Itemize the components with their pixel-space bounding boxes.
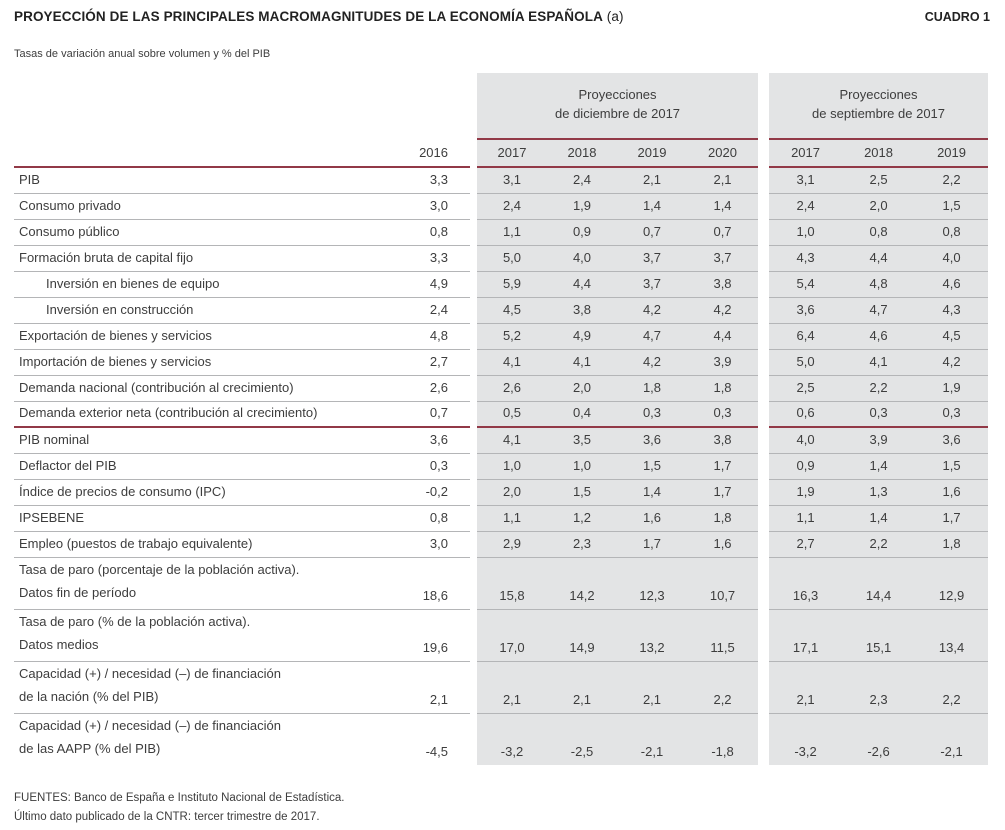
value-dec-2019: 0,3 [617,401,687,427]
value-2016: 2,1 [400,661,470,713]
value-dec-2019: 1,6 [617,505,687,531]
column-gap [470,219,477,245]
value-sep-2017: 2,5 [769,375,842,401]
value-2016: 3,0 [400,531,470,557]
row-label-line1: Empleo (puestos de trabajo equivalente) [19,535,253,551]
value-dec-2020: 11,5 [687,609,758,661]
value-2016: 0,8 [400,505,470,531]
row-label [14,375,400,401]
column-gap [758,323,769,349]
value-dec-2019: 1,5 [617,453,687,479]
row-label-line2: de la nación (% del PIB) [19,688,159,704]
value-sep-2018: -2,6 [867,743,890,759]
last-data-note: Último dato publicado de la CNTR: tercer trimestre de 2017. [14,810,320,823]
value-dec-2019: 3,7 [617,245,687,271]
value-dec-2017: 4,5 [477,297,547,323]
column-gap [470,453,477,479]
value-sep-2018: 15,1 [842,609,915,661]
value-dec-2019: 4,2 [617,349,687,375]
year-header-sep-2017: 2017 [769,139,842,167]
value-dec-2017: 0,5 [477,401,547,427]
value-sep-2018: 0,3 [842,401,915,427]
table-body [14,167,988,765]
value-sep-2019: 1,9 [915,375,988,401]
value-sep-2018: 2,2 [842,531,915,557]
value-2016: 0,3 [400,453,470,479]
value-sep-2019: 1,6 [915,479,988,505]
column-gap [758,401,769,427]
value-dec-2019: 3,6 [617,427,687,453]
value-sep-2017: 3,6 [769,297,842,323]
value-sep-2018: 4,1 [842,349,915,375]
table-row [14,349,988,375]
column-gap [470,193,477,219]
column-gap [470,479,477,505]
column-gap [758,297,769,323]
group-header-spacer [14,73,477,139]
value-2016: 2,6 [400,375,470,401]
group-header-december [477,73,758,139]
row-label [14,713,400,765]
value-dec-2020: 1,7 [687,453,758,479]
value-sep-2018: 4,6 [842,323,915,349]
group2-title-line1: Proyecciones [839,86,918,102]
row-label [14,427,400,453]
value-dec-2018: 3,5 [547,427,617,453]
value-sep-2018: 4,7 [842,297,915,323]
row-label [14,557,400,609]
value-dec-2018: 14,9 [547,609,617,661]
row-label [14,193,400,219]
group2-title-line2: de septiembre de 2017 [812,105,946,121]
value-dec-2019: 1,8 [617,375,687,401]
year-header-dec-2018: 2018 [547,139,617,167]
value-sep-2017: 5,4 [769,271,842,297]
table-row [14,297,988,323]
column-gap [758,271,769,297]
value-sep-2017: 2,4 [769,193,842,219]
row-label-line1: Importación de bienes y servicios [19,353,212,369]
row-label-line2: de las AAPP (% del PIB) [19,740,161,756]
row-label-line1: Deflactor del PIB [19,457,117,473]
value-dec-2017: 2,0 [477,479,547,505]
row-label [14,661,400,713]
value-dec-2018: 4,0 [547,245,617,271]
column-gap [470,297,477,323]
value-2016: 0,8 [400,219,470,245]
column-gap [758,193,769,219]
value-dec-2017: 17,0 [477,609,547,661]
table-row [14,505,988,531]
row-label [14,453,400,479]
value-sep-2017: 3,1 [769,167,842,193]
value-sep-2018: 2,5 [842,167,915,193]
value-sep-2019: 3,6 [915,427,988,453]
column-gap [470,401,477,427]
value-sep-2019: 12,9 [915,557,988,609]
table-subtitle: Tasas de variación anual sobre volumen y % del PIB [14,48,271,60]
value-dec-2020: 3,9 [687,349,758,375]
column-gap [470,557,477,609]
value-2016: 0,7 [400,401,470,427]
column-gap [758,661,769,713]
column-gap [758,453,769,479]
value-dec-2019: 2,1 [617,167,687,193]
value-sep-2019: 4,5 [915,323,988,349]
table-row [14,245,988,271]
macro-projections-table [14,73,988,765]
value-sep-2019: 4,3 [915,297,988,323]
value-dec-2018: 2,4 [547,167,617,193]
row-label-line1: Demanda exterior neta (contribución al crecimiento) [19,405,318,420]
column-gap [758,505,769,531]
column-gap [758,219,769,245]
column-gap [758,427,769,453]
row-label-line1: Índice de precios de consumo (IPC) [19,483,226,499]
value-sep-2017: 1,0 [769,219,842,245]
row-label-line1: Exportación de bienes y servicios [19,327,212,343]
value-sep-2019: 1,5 [915,193,988,219]
title-bar [14,9,990,24]
row-label-line2: Datos medios [19,636,99,652]
value-sep-2019: 2,2 [915,167,988,193]
table-row [14,661,988,713]
value-dec-2017: 2,4 [477,193,547,219]
value-dec-2020: 4,4 [687,323,758,349]
table-footnotes [14,789,990,827]
row-label-line1: Capacidad (+) / necesidad (–) de financiación [19,665,281,681]
value-dec-2017: 3,1 [477,167,547,193]
value-sep-2018: 1,3 [842,479,915,505]
table-row [14,713,988,765]
value-sep-2017: 6,4 [769,323,842,349]
value-dec-2018: -2,5 [570,743,594,759]
value-dec-2020: 2,1 [687,167,758,193]
value-dec-2020: 1,4 [687,193,758,219]
value-dec-2020: 0,3 [687,401,758,427]
value-sep-2017: 2,7 [769,531,842,557]
row-label-line2: Datos fin de período [19,584,137,600]
value-sep-2017: 4,3 [769,245,842,271]
value-dec-2017: 5,0 [477,245,547,271]
column-gap [758,557,769,609]
column-gap [470,609,477,661]
value-sep-2019: 0,8 [915,219,988,245]
value-2016: 2,4 [400,297,470,323]
column-gap [470,375,477,401]
value-sep-2018: 0,8 [842,219,915,245]
value-dec-2019: 4,2 [617,297,687,323]
value-sep-2019: 4,0 [915,245,988,271]
row-label [14,245,400,271]
group-header-row [14,73,988,139]
value-dec-2020: 1,7 [687,479,758,505]
value-dec-2020: 2,2 [687,661,758,713]
row-label-line1: IPSEBENE [19,509,85,525]
row-label [14,297,400,323]
value-2016: 3,0 [400,193,470,219]
value-sep-2017: 5,0 [769,349,842,375]
value-dec-2019: 2,1 [617,661,687,713]
value-sep-2019: 4,6 [915,271,988,297]
year-header-dec-2017: 2017 [477,139,547,167]
table-row [14,219,988,245]
row-label [14,505,400,531]
value-dec-2019: 1,4 [617,193,687,219]
column-gap [758,479,769,505]
column-gap [758,139,769,167]
column-gap [470,139,477,167]
value-dec-2017: 4,1 [477,427,547,453]
column-gap [470,531,477,557]
table-row [14,323,988,349]
column-gap [470,167,477,193]
group-header-september [769,73,988,139]
row-label [14,167,400,193]
value-sep-2019: 1,5 [915,453,988,479]
row-label [14,323,400,349]
value-sep-2019: 0,3 [915,401,988,427]
value-dec-2020: 0,7 [687,219,758,245]
value-dec-2018: 1,0 [547,453,617,479]
row-label-line1: Inversión en construcción [46,301,194,317]
value-sep-2018: 2,2 [842,375,915,401]
row-label-line1: Capacidad (+) / necesidad (–) de financiación [19,717,281,733]
value-sep-2017: 4,0 [769,427,842,453]
row-label-line1: Demanda nacional (contribución al crecimiento) [19,379,294,395]
value-dec-2017: 2,1 [477,661,547,713]
value-dec-2018: 1,2 [547,505,617,531]
value-dec-2020: 3,7 [687,245,758,271]
value-dec-2017: 2,6 [477,375,547,401]
row-label-line1: PIB [19,171,40,187]
column-gap [470,661,477,713]
row-label-line1: Consumo público [19,223,120,239]
value-sep-2018: 3,9 [842,427,915,453]
value-dec-2018: 2,3 [547,531,617,557]
table-row [14,375,988,401]
year-header-2016: 2016 [400,139,470,167]
table-row [14,557,988,609]
value-sep-2017: 1,1 [769,505,842,531]
value-dec-2018: 4,4 [547,271,617,297]
value-sep-2018: 4,4 [842,245,915,271]
label-column-header [14,139,400,167]
table-row [14,271,988,297]
value-2016: 4,9 [400,271,470,297]
value-dec-2018: 3,8 [547,297,617,323]
value-2016: 3,3 [400,167,470,193]
value-2016: 3,6 [400,427,470,453]
column-gap [758,349,769,375]
value-2016: -4,5 [425,743,448,759]
table-row [14,531,988,557]
sources-note: FUENTES: Banco de España e Instituto Nacional de Estadística. [14,791,345,804]
table-row [14,193,988,219]
value-sep-2018: 2,3 [842,661,915,713]
table-number-label: CUADRO 1 [924,10,990,24]
page-title-text: PROYECCIÓN DE LAS PRINCIPALES MACROMAGNITUDES DE LA ECONOMÍA ESPAÑOLA [14,9,603,24]
column-gap [470,271,477,297]
year-header-sep-2019: 2019 [915,139,988,167]
table-row [14,479,988,505]
value-dec-2018: 1,5 [547,479,617,505]
value-2016: 3,3 [400,245,470,271]
page-title [14,9,624,24]
value-dec-2020: 4,2 [687,297,758,323]
value-sep-2019: 1,7 [915,505,988,531]
value-sep-2017: 16,3 [769,557,842,609]
value-sep-2019: 4,2 [915,349,988,375]
row-label [14,271,400,297]
value-dec-2020: 10,7 [687,557,758,609]
row-label-line1: Inversión en bienes de equipo [46,275,220,291]
column-gap [758,167,769,193]
year-header-sep-2018: 2018 [842,139,915,167]
value-dec-2017: 1,1 [477,219,547,245]
column-gap [758,245,769,271]
column-gap [470,713,477,765]
column-gap [470,323,477,349]
column-gap [758,375,769,401]
row-label [14,531,400,557]
value-dec-2017: -3,2 [500,743,524,759]
table-row [14,609,988,661]
value-dec-2019: 13,2 [617,609,687,661]
table-row [14,427,988,453]
value-dec-2018: 1,9 [547,193,617,219]
page-title-note: (a) [602,9,624,24]
value-dec-2017: 5,2 [477,323,547,349]
column-gap [470,349,477,375]
value-dec-2020: 3,8 [687,271,758,297]
value-dec-2017: 1,0 [477,453,547,479]
value-sep-2019: 1,8 [915,531,988,557]
value-dec-2017: 15,8 [477,557,547,609]
value-sep-2019: -2,1 [940,743,963,759]
value-sep-2017: 0,6 [769,401,842,427]
value-dec-2017: 5,9 [477,271,547,297]
value-dec-2018: 2,1 [547,661,617,713]
value-2016: 2,7 [400,349,470,375]
value-dec-2017: 4,1 [477,349,547,375]
value-2016: 19,6 [400,609,470,661]
value-sep-2017: 2,1 [769,661,842,713]
value-sep-2017: 17,1 [769,609,842,661]
value-dec-2019: 12,3 [617,557,687,609]
value-dec-2020: 1,8 [687,375,758,401]
row-label-line1: Tasa de paro (% de la población activa). [19,613,251,629]
value-dec-2018: 0,9 [547,219,617,245]
value-dec-2020: 3,8 [687,427,758,453]
value-dec-2019: 0,7 [617,219,687,245]
column-gap [470,245,477,271]
table-row [14,453,988,479]
value-sep-2017: -3,2 [794,743,817,759]
value-dec-2020: 1,8 [687,505,758,531]
value-sep-2018: 14,4 [842,557,915,609]
row-label [14,479,400,505]
value-sep-2019: 2,2 [915,661,988,713]
column-gap [470,427,477,453]
value-dec-2019: 3,7 [617,271,687,297]
value-sep-2018: 1,4 [842,453,915,479]
column-gap [758,713,769,765]
value-dec-2019: 1,4 [617,479,687,505]
table-row [14,167,988,193]
value-dec-2017: 1,1 [477,505,547,531]
value-dec-2019: -2,1 [640,743,664,759]
row-label-line1: PIB nominal [19,431,90,447]
value-dec-2019: 4,7 [617,323,687,349]
value-sep-2017: 1,9 [769,479,842,505]
value-2016: 4,8 [400,323,470,349]
year-header-dec-2020: 2020 [687,139,758,167]
row-label [14,219,400,245]
value-2016: 18,6 [400,557,470,609]
row-label-line1: Formación bruta de capital fijo [19,249,194,265]
year-header-dec-2019: 2019 [617,139,687,167]
value-dec-2018: 4,9 [547,323,617,349]
value-dec-2018: 4,1 [547,349,617,375]
table-header [14,73,988,167]
row-label-line1: Tasa de paro (porcentaje de la población activa). [19,561,300,577]
year-header-row [14,139,988,167]
value-dec-2020: 1,6 [687,531,758,557]
column-gap [758,531,769,557]
table-row [14,401,988,427]
value-dec-2018: 2,0 [547,375,617,401]
row-label-line1: Consumo privado [19,197,121,213]
column-gap [470,505,477,531]
value-sep-2018: 4,8 [842,271,915,297]
value-dec-2019: 1,7 [617,531,687,557]
value-dec-2018: 0,4 [547,401,617,427]
value-dec-2020: -1,8 [711,743,734,759]
value-2016: -0,2 [400,479,470,505]
group1-title-line1: Proyecciones [578,86,657,102]
row-label [14,609,400,661]
row-label [14,349,400,375]
column-gap [758,609,769,661]
value-sep-2017: 0,9 [769,453,842,479]
value-dec-2017: 2,9 [477,531,547,557]
value-sep-2019: 13,4 [915,609,988,661]
value-sep-2018: 2,0 [842,193,915,219]
row-label [14,401,400,427]
value-sep-2018: 1,4 [842,505,915,531]
value-dec-2018: 14,2 [547,557,617,609]
column-gap [758,73,769,139]
group1-title-line2: de diciembre de 2017 [555,105,681,121]
